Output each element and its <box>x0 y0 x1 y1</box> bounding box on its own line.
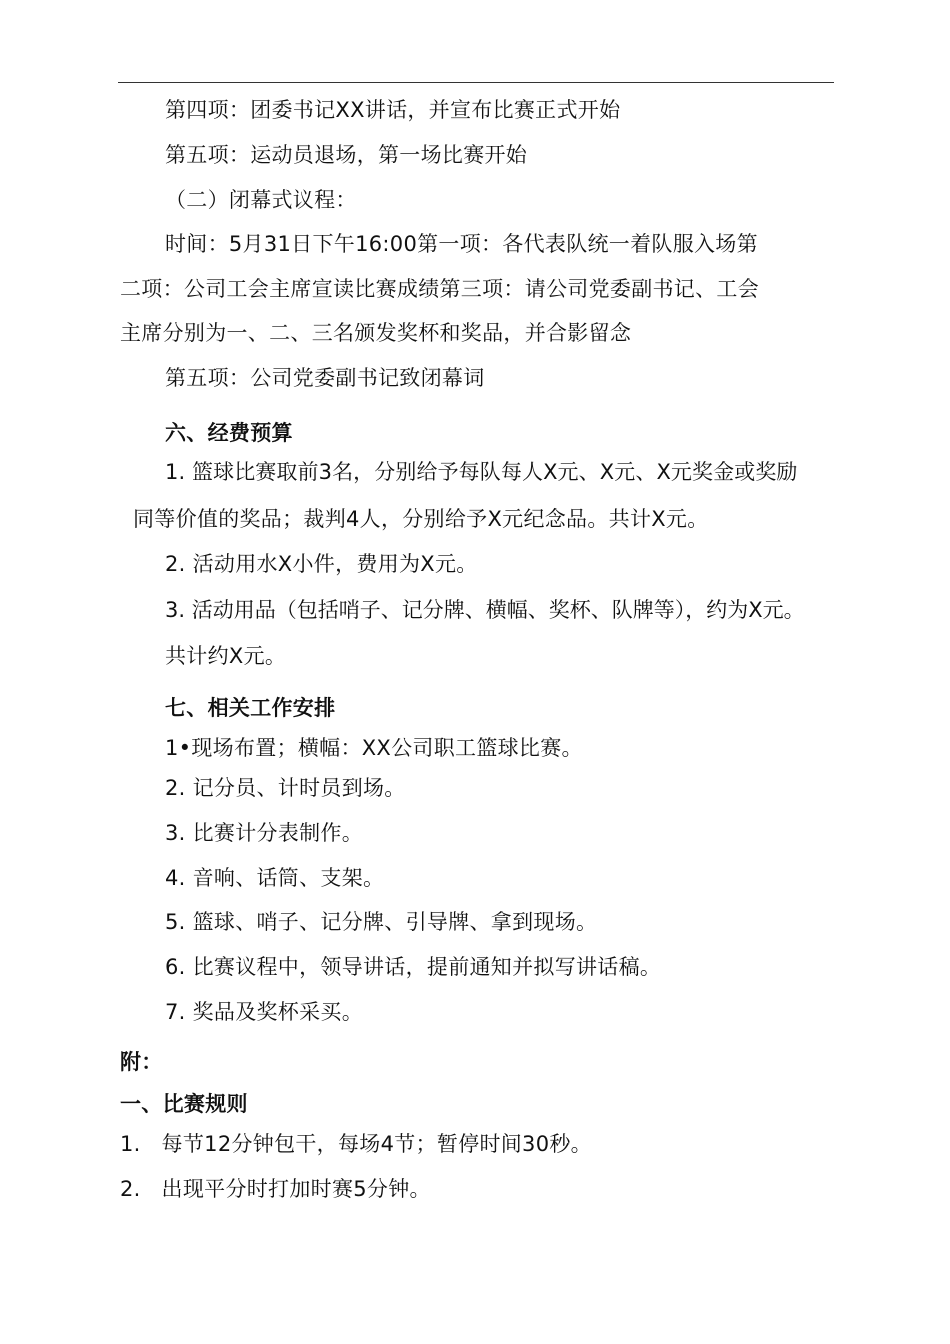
budget-heading: 六、经费预算 <box>165 421 293 445</box>
closing-agenda-line-3: 主席分别为一、二、三名颁发奖杯和奖品，并合影留念 <box>120 321 632 345</box>
arrangement-item-7: 7. 奖品及奖杯采买。 <box>165 1000 364 1024</box>
arrangement-item-2: 2. 记分员、计时员到场。 <box>165 776 406 800</box>
budget-line-2: 同等价值的奖品；裁判4人，分别给予X元纪念品。共计X元。 <box>133 507 709 531</box>
rule-item-2: 2. 出现平分时打加时赛5分钟。 <box>120 1177 431 1201</box>
agenda-item-4: 第四项：团委书记XX讲话，并宣布比赛正式开始 <box>165 98 621 122</box>
appendix-label: 附： <box>120 1050 163 1074</box>
arrangement-item-4: 4. 音响、话筒、支架。 <box>165 866 385 890</box>
rule-item-1: 1. 每节12分钟包干，每场4节；暂停时间30秒。 <box>120 1132 592 1156</box>
header-rule <box>118 82 834 83</box>
budget-line-4: 3. 活动用品（包括哨子、记分牌、横幅、奖杯、队牌等），约为X元。 <box>165 598 805 622</box>
closing-agenda-line-2: 二项：公司工会主席宣读比赛成绩第三项：请公司党委副书记、工会 <box>120 277 759 301</box>
closing-ceremony-heading: （二）闭幕式议程： <box>165 188 357 212</box>
budget-total: 共计约X元。 <box>165 644 287 668</box>
budget-line-1: 1. 篮球比赛取前3名，分别给予每队每人X元、X元、X元奖金或奖励 <box>165 460 798 484</box>
closing-time-line: 时间：5月31日下午16:00第一项：各代表队统一着队服入场第 <box>165 232 758 256</box>
closing-agenda-item-5: 第五项：公司党委副书记致闭幕词 <box>165 366 485 390</box>
budget-line-3: 2. 活动用水X小件，费用为X元。 <box>165 552 478 576</box>
arrangement-item-5: 5. 篮球、哨子、记分牌、引导牌、拿到现场。 <box>165 910 598 934</box>
agenda-item-5: 第五项：运动员退场，第一场比赛开始 <box>165 143 528 167</box>
rules-heading: 一、比赛规则 <box>120 1092 248 1116</box>
arrangement-item-3: 3. 比赛计分表制作。 <box>165 821 364 845</box>
arrangements-heading: 七、相关工作安排 <box>165 696 336 720</box>
arrangement-item-6: 6. 比赛议程中，领导讲话，提前通知并拟写讲话稿。 <box>165 955 662 979</box>
arrangement-item-1: 1•现场布置；横幅：XX公司职工篮球比赛。 <box>165 736 583 760</box>
